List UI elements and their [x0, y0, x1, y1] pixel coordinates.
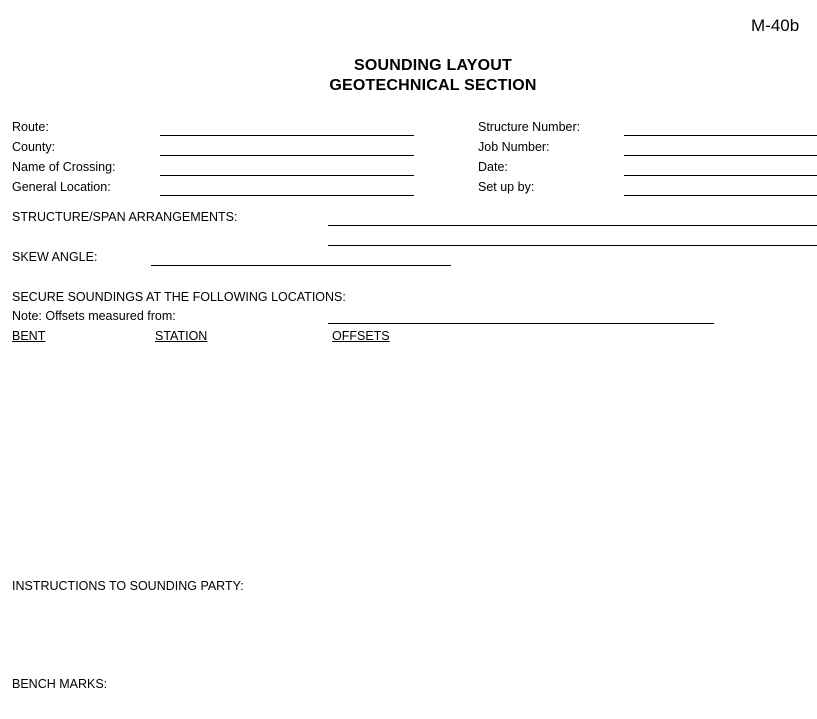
setup-by-label: Set up by: [478, 180, 535, 194]
soundings-heading: SECURE SOUNDINGS AT THE FOLLOWING LOCATIONS: [12, 290, 346, 304]
offsets-column-header: OFFSETS [332, 329, 390, 343]
county-line[interactable] [160, 155, 414, 156]
job-number-label: Job Number: [478, 140, 550, 154]
station-column-header: STATION [155, 329, 208, 343]
date-line[interactable] [624, 175, 817, 176]
instructions-label: INSTRUCTIONS TO SOUNDING PARTY: [12, 579, 244, 593]
form-number: M-40b [751, 16, 800, 35]
general-location-label: General Location: [12, 180, 111, 194]
job-number-line[interactable] [624, 155, 817, 156]
structure-span-line-1[interactable] [328, 225, 817, 226]
structure-number-label: Structure Number: [478, 120, 581, 134]
form-title: SOUNDING LAYOUT [354, 57, 512, 74]
form-subtitle: GEOTECHNICAL SECTION [329, 77, 537, 94]
general-location-line[interactable] [160, 195, 414, 196]
bench-marks-label: BENCH MARKS: [12, 677, 108, 691]
county-label: County: [12, 140, 56, 154]
crossing-label: Name of Crossing: [12, 160, 116, 174]
route-line[interactable] [160, 135, 414, 136]
bent-column-header: BENT [12, 329, 46, 343]
date-label: Date: [478, 160, 508, 174]
structure-number-line[interactable] [624, 135, 817, 136]
structure-span-line-2[interactable] [328, 245, 817, 246]
offsets-note-label: Note: Offsets measured from: [12, 309, 176, 323]
offsets-reference-line[interactable] [328, 323, 714, 324]
skew-angle-line[interactable] [151, 265, 451, 266]
setup-by-line[interactable] [624, 195, 817, 196]
structure-span-label: STRUCTURE/SPAN ARRANGEMENTS: [12, 210, 238, 224]
route-label: Route: [12, 120, 49, 134]
crossing-line[interactable] [160, 175, 414, 176]
skew-angle-label: SKEW ANGLE: [12, 250, 98, 264]
